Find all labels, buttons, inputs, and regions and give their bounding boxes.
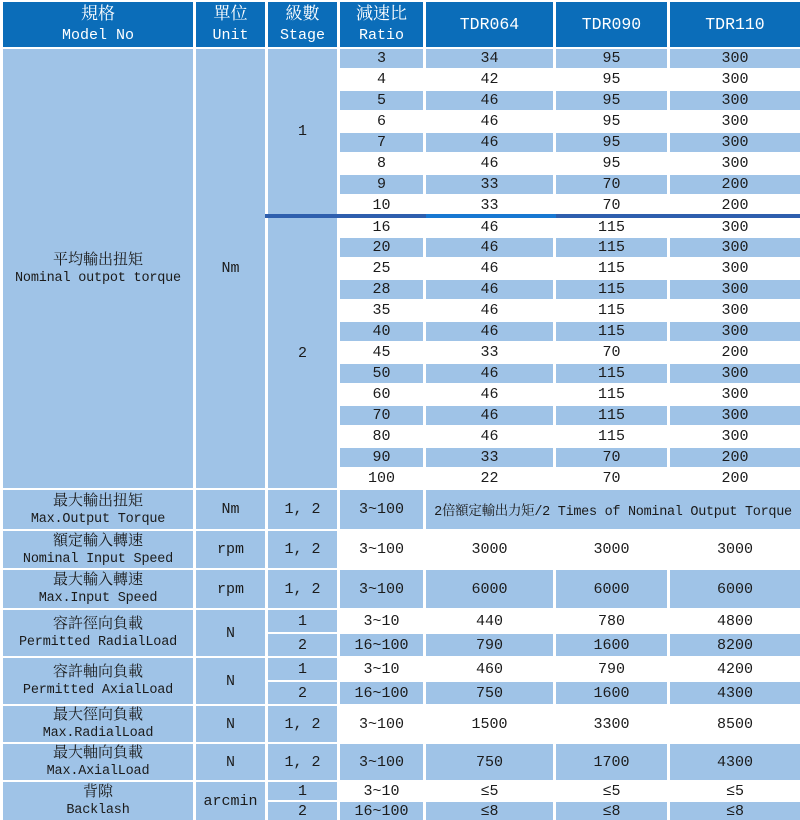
header-label-zh: 規格 xyxy=(81,5,115,25)
ratio-cell: 70 xyxy=(339,405,425,426)
stage-cell: 1 xyxy=(267,657,339,681)
value-cell-tdr090: 1600 xyxy=(555,633,669,657)
value-cell-tdr064: 3000 xyxy=(425,530,555,569)
value-cell-tdr110: 300 xyxy=(669,48,800,69)
value-cell-tdr064: 460 xyxy=(425,657,555,681)
col-header-tdr064: TDR064 xyxy=(425,1,555,48)
ratio-cell: 3~100 xyxy=(339,569,425,609)
ratio-cell: 20 xyxy=(339,237,425,258)
value-cell-tdr064: 46 xyxy=(425,384,555,405)
value-cell-tdr110: 200 xyxy=(669,447,800,468)
merged-value-cell: 2倍額定輸出力矩/2 Times of Nominal Output Torque xyxy=(425,489,800,530)
value-cell-tdr110: 200 xyxy=(669,195,800,216)
stage-cell: 2 xyxy=(267,681,339,705)
value-cell-tdr110: 300 xyxy=(669,90,800,111)
row-label-en: Max.Output Torque xyxy=(30,511,166,527)
stage-cell: 2 xyxy=(267,216,339,489)
ratio-cell: 60 xyxy=(339,384,425,405)
unit-cell: N xyxy=(195,657,267,705)
header-label-zh: 級數 xyxy=(285,5,320,25)
value-cell-tdr090: 115 xyxy=(555,300,669,321)
value-cell-tdr090: 70 xyxy=(555,195,669,216)
row-label-zh: 背隙 xyxy=(82,784,113,801)
value-cell-tdr110: 300 xyxy=(669,279,800,300)
value-cell-tdr064: 46 xyxy=(425,111,555,132)
ratio-cell: 3~100 xyxy=(339,743,425,781)
stage-cell: 1 xyxy=(267,609,339,633)
unit-cell: Nm xyxy=(195,489,267,530)
col-header-unit xyxy=(195,1,267,48)
header-label-zh: 減速比 xyxy=(356,5,407,25)
value-cell-tdr064: 33 xyxy=(425,195,555,216)
value-cell-tdr090: 780 xyxy=(555,609,669,633)
value-cell-tdr064: 34 xyxy=(425,48,555,69)
value-cell-tdr090: 95 xyxy=(555,111,669,132)
ratio-cell: 50 xyxy=(339,363,425,384)
value-cell-tdr064: ≤8 xyxy=(425,801,555,820)
stage-cell: 1, 2 xyxy=(267,530,339,569)
ratio-cell: 3~100 xyxy=(339,489,425,530)
value-cell-tdr064: 440 xyxy=(425,609,555,633)
value-cell-tdr064: 790 xyxy=(425,633,555,657)
row-label-zh: 最大輸入轉速 xyxy=(52,572,143,589)
value-cell-tdr110: ≤5 xyxy=(669,781,800,801)
value-cell-tdr064: 33 xyxy=(425,342,555,363)
value-cell-tdr064: 46 xyxy=(425,279,555,300)
value-cell-tdr110: 300 xyxy=(669,405,800,426)
value-cell-tdr090: 3000 xyxy=(555,530,669,569)
row-label-permitted-radial-load xyxy=(2,609,195,657)
table-row xyxy=(2,743,800,781)
value-cell-tdr090: 115 xyxy=(555,279,669,300)
table-row xyxy=(2,705,800,743)
value-cell-tdr110: 300 xyxy=(669,69,800,90)
ratio-cell: 6 xyxy=(339,111,425,132)
value-cell-tdr110: 8500 xyxy=(669,705,800,743)
value-cell-tdr090: 95 xyxy=(555,132,669,153)
row-label-zh: 最大徑向負載 xyxy=(52,707,143,724)
value-cell-tdr064: 46 xyxy=(425,405,555,426)
value-cell-tdr110: 300 xyxy=(669,300,800,321)
value-cell-tdr110: 4300 xyxy=(669,743,800,781)
value-cell-tdr110: 4300 xyxy=(669,681,800,705)
row-label-max-axial-load xyxy=(2,743,195,781)
value-cell-tdr064: ≤5 xyxy=(425,781,555,801)
value-cell-tdr090: 70 xyxy=(555,342,669,363)
ratio-cell: 3~10 xyxy=(339,781,425,801)
ratio-cell: 3~10 xyxy=(339,609,425,633)
ratio-cell: 3~100 xyxy=(339,705,425,743)
row-label-en: Permitted RadialLoad xyxy=(18,635,178,650)
ratio-cell: 100 xyxy=(339,468,425,489)
value-cell-tdr090: 790 xyxy=(555,657,669,681)
value-cell-tdr090: 70 xyxy=(555,174,669,195)
stage-cell: 1 xyxy=(267,781,339,801)
value-cell-tdr090: 70 xyxy=(555,468,669,489)
value-cell-tdr090: 3300 xyxy=(555,705,669,743)
row-label-en: Nominal outpot torque xyxy=(15,270,181,286)
table-row xyxy=(2,781,800,801)
table-row xyxy=(2,489,800,530)
ratio-cell: 16 xyxy=(339,216,425,237)
value-cell-tdr090: 1600 xyxy=(555,681,669,705)
value-cell-tdr110: 3000 xyxy=(669,530,800,569)
header-label-zh: 單位 xyxy=(213,5,248,25)
value-cell-tdr064: 46 xyxy=(425,258,555,279)
ratio-cell: 16~100 xyxy=(339,633,425,657)
unit-cell: arcmin xyxy=(195,781,267,820)
col-header-stage xyxy=(267,1,339,48)
value-cell-tdr064: 6000 xyxy=(425,569,555,609)
value-cell-tdr110: 300 xyxy=(669,321,800,342)
value-cell-tdr110: 4200 xyxy=(669,657,800,681)
value-cell-tdr090: 115 xyxy=(555,258,669,279)
row-label-max-output-torque xyxy=(2,489,195,530)
col-header-tdr110: TDR110 xyxy=(669,1,800,48)
value-cell-tdr110: 300 xyxy=(669,426,800,447)
value-cell-tdr064: 33 xyxy=(425,447,555,468)
value-cell-tdr110: 300 xyxy=(669,132,800,153)
row-label-zh: 額定輸入轉速 xyxy=(52,532,143,550)
row-label-backlash xyxy=(2,781,195,820)
row-label-nominal-input-speed xyxy=(2,530,195,569)
row-label-zh: 容許徑向負載 xyxy=(52,616,143,633)
value-cell-tdr110: 200 xyxy=(669,174,800,195)
value-cell-tdr064: 46 xyxy=(425,153,555,174)
value-cell-tdr110: 300 xyxy=(669,153,800,174)
value-cell-tdr110: 300 xyxy=(669,237,800,258)
ratio-cell: 25 xyxy=(339,258,425,279)
value-cell-tdr090: 95 xyxy=(555,153,669,174)
value-cell-tdr090: ≤5 xyxy=(555,781,669,801)
row-label-en: Max.RadialLoad xyxy=(42,726,154,741)
stage-cell: 1, 2 xyxy=(267,489,339,530)
unit-cell: rpm xyxy=(195,569,267,609)
col-header-ratio xyxy=(339,1,425,48)
row-label-en: Max.AxialLoad xyxy=(46,764,150,779)
value-cell-tdr064: 750 xyxy=(425,743,555,781)
ratio-cell: 5 xyxy=(339,90,425,111)
ratio-cell: 3~10 xyxy=(339,657,425,681)
value-cell-tdr064: 46 xyxy=(425,237,555,258)
value-cell-tdr064: 42 xyxy=(425,69,555,90)
ratio-cell: 90 xyxy=(339,447,425,468)
unit-cell: rpm xyxy=(195,530,267,569)
header-label-en: Model No xyxy=(61,26,134,44)
row-label-max-input-speed xyxy=(2,569,195,609)
header-label-en: Stage xyxy=(279,26,325,44)
ratio-cell: 3~100 xyxy=(339,530,425,569)
ratio-cell: 45 xyxy=(339,342,425,363)
unit-cell: Nm xyxy=(195,48,267,489)
unit-cell: N xyxy=(195,609,267,657)
value-cell-tdr064: 33 xyxy=(425,174,555,195)
row-label-zh: 平均輸出扭矩 xyxy=(52,251,143,269)
row-label-permitted-axial-load xyxy=(2,657,195,705)
value-cell-tdr064: 46 xyxy=(425,321,555,342)
ratio-cell: 9 xyxy=(339,174,425,195)
ratio-cell: 8 xyxy=(339,153,425,174)
ratio-cell: 16~100 xyxy=(339,801,425,820)
value-cell-tdr090: 6000 xyxy=(555,569,669,609)
col-header-model-no xyxy=(2,1,195,48)
value-cell-tdr090: 95 xyxy=(555,48,669,69)
value-cell-tdr110: 300 xyxy=(669,216,800,237)
stage-cell: 2 xyxy=(267,633,339,657)
value-cell-tdr110: 300 xyxy=(669,111,800,132)
unit-cell: N xyxy=(195,743,267,781)
value-cell-tdr064: 46 xyxy=(425,426,555,447)
ratio-cell: 10 xyxy=(339,195,425,216)
value-cell-tdr090: 115 xyxy=(555,237,669,258)
value-cell-tdr110: 4800 xyxy=(669,609,800,633)
value-cell-tdr090: 115 xyxy=(555,405,669,426)
row-label-nominal-output-torque xyxy=(2,48,195,489)
row-label-zh: 最大軸向負載 xyxy=(52,745,143,762)
value-cell-tdr090: 115 xyxy=(555,216,669,237)
value-cell-tdr064: 46 xyxy=(425,300,555,321)
value-cell-tdr090: 115 xyxy=(555,363,669,384)
value-cell-tdr110: 200 xyxy=(669,342,800,363)
ratio-cell: 4 xyxy=(339,69,425,90)
value-cell-tdr110: 300 xyxy=(669,384,800,405)
stage-cell: 1, 2 xyxy=(267,743,339,781)
ratio-cell: 35 xyxy=(339,300,425,321)
value-cell-tdr090: 115 xyxy=(555,426,669,447)
value-cell-tdr064: 22 xyxy=(425,468,555,489)
stage-cell: 1, 2 xyxy=(267,705,339,743)
value-cell-tdr064: 750 xyxy=(425,681,555,705)
row-label-en: Backlash xyxy=(66,803,130,818)
ratio-cell: 28 xyxy=(339,279,425,300)
value-cell-tdr090: 1700 xyxy=(555,743,669,781)
value-cell-tdr064: 1500 xyxy=(425,705,555,743)
value-cell-tdr110: 6000 xyxy=(669,569,800,609)
value-cell-tdr064: 46 xyxy=(425,90,555,111)
ratio-cell: 16~100 xyxy=(339,681,425,705)
value-cell-tdr064: 46 xyxy=(425,216,555,237)
row-label-zh: 最大輸出扭矩 xyxy=(52,492,143,510)
table-row xyxy=(2,657,800,681)
value-cell-tdr090: 70 xyxy=(555,447,669,468)
row-label-en: Max.Input Speed xyxy=(38,591,158,606)
ratio-cell: 7 xyxy=(339,132,425,153)
ratio-cell: 80 xyxy=(339,426,425,447)
value-cell-tdr090: 95 xyxy=(555,69,669,90)
value-cell-tdr110: 300 xyxy=(669,363,800,384)
value-cell-tdr110: 200 xyxy=(669,468,800,489)
col-header-tdr090: TDR090 xyxy=(555,1,669,48)
value-cell-tdr090: 95 xyxy=(555,90,669,111)
header-label-en: Ratio xyxy=(358,26,404,44)
row-label-zh: 容許軸向負載 xyxy=(52,664,143,681)
row-label-max-radial-load xyxy=(2,705,195,743)
row-label-en: Nominal Input Speed xyxy=(22,551,174,567)
stage-cell: 2 xyxy=(267,801,339,820)
table-row xyxy=(2,530,800,569)
ratio-cell: 3 xyxy=(339,48,425,69)
ratio-cell: 40 xyxy=(339,321,425,342)
value-cell-tdr110: 8200 xyxy=(669,633,800,657)
unit-cell: N xyxy=(195,705,267,743)
stage-cell: 1, 2 xyxy=(267,569,339,609)
row-label-en: Permitted AxialLoad xyxy=(22,683,174,698)
value-cell-tdr090: 115 xyxy=(555,321,669,342)
table-row xyxy=(2,609,800,633)
value-cell-tdr064: 46 xyxy=(425,132,555,153)
table-header-row xyxy=(2,1,800,48)
value-cell-tdr110: 300 xyxy=(669,258,800,279)
value-cell-tdr090: 115 xyxy=(555,384,669,405)
header-label-en: Unit xyxy=(212,26,249,44)
value-cell-tdr110: ≤8 xyxy=(669,801,800,820)
value-cell-tdr064: 46 xyxy=(425,363,555,384)
value-cell-tdr090: ≤8 xyxy=(555,801,669,820)
table-row xyxy=(2,569,800,609)
stage-cell: 1 xyxy=(267,48,339,216)
table-row xyxy=(2,48,800,69)
